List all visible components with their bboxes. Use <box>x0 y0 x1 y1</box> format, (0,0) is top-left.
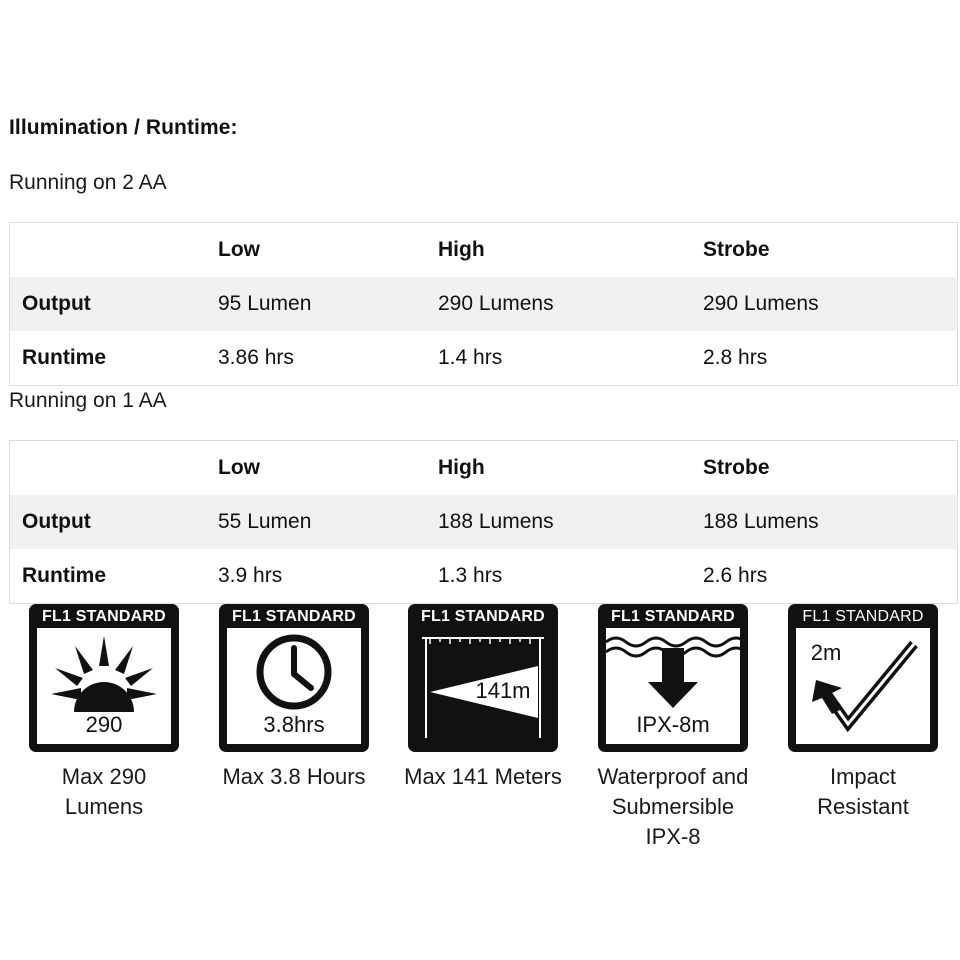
runtime-table-2aa <box>9 222 958 386</box>
table-cell: 3.86 hrs <box>218 346 294 369</box>
fl1-badge <box>29 604 179 752</box>
table-cell: 1.3 hrs <box>438 564 503 587</box>
table-cell: 188 Lumens <box>703 495 958 549</box>
fl1-badge <box>598 604 748 752</box>
table-header-cell: High <box>438 456 485 479</box>
badge-title: FL1 STANDARD <box>42 608 166 625</box>
row-label: Output <box>10 277 219 331</box>
caption-line: Submersible <box>611 794 735 819</box>
icon-caption <box>9 762 199 822</box>
table-cell: 2.8 hrs <box>703 346 768 369</box>
badge-title: FL1 STANDARD <box>611 608 735 625</box>
badge-value: 3.8hrs <box>263 712 325 737</box>
icon-caption <box>388 762 578 792</box>
fl1-badge <box>788 604 938 752</box>
runtime-table-1aa <box>9 440 958 604</box>
table-cell: 290 Lumens <box>438 277 703 331</box>
badge-value: 141m <box>475 678 531 703</box>
table-cell: 55 Lumen <box>218 495 438 549</box>
row-label: Runtime <box>22 346 106 369</box>
fl1-badge <box>408 604 558 752</box>
table-row <box>10 549 958 604</box>
beam-distance-card <box>388 604 578 792</box>
row-label: Output <box>10 495 219 549</box>
caption-line: Max 290 <box>61 764 147 789</box>
runtime-card <box>199 604 389 792</box>
caption-line: Max 141 Meters <box>404 764 562 789</box>
caption-line: Lumens <box>64 794 144 819</box>
table-cell: 95 Lumen <box>218 277 438 331</box>
badge-panel <box>606 628 740 744</box>
fl1-badge <box>219 604 369 752</box>
heading: Illumination / Runtime: <box>9 116 238 139</box>
table-header-cell: Low <box>218 238 260 261</box>
section-label: Running on 2 AA <box>9 171 167 194</box>
badge-panel <box>37 628 171 744</box>
icon-caption <box>578 762 768 852</box>
table-cell: 1.4 hrs <box>438 346 503 369</box>
badge-panel <box>227 628 361 744</box>
badge-value: 290 <box>85 712 123 737</box>
table-header-cell <box>10 441 219 496</box>
table-cell: 3.9 hrs <box>218 564 283 587</box>
light-output-card <box>9 604 199 822</box>
table-cell: 2.6 hrs <box>703 564 768 587</box>
impact-card <box>768 604 958 822</box>
table-cell: 188 Lumens <box>438 495 703 549</box>
icon-caption <box>768 762 958 822</box>
table-header-cell: Strobe <box>703 238 770 261</box>
fl1-icon-row <box>0 604 960 864</box>
badge-value: 2m <box>810 640 842 665</box>
badge-title: FL1 STANDARD <box>802 608 924 625</box>
caption-line: IPX-8 <box>645 824 701 849</box>
caption-line: Max 3.8 Hours <box>222 764 366 789</box>
table-cell: 290 Lumens <box>703 277 958 331</box>
caption-line: Waterproof and <box>597 764 749 789</box>
table-row <box>10 331 958 386</box>
badge-panel <box>796 628 930 744</box>
table-header-cell <box>10 223 219 278</box>
badge-title: FL1 STANDARD <box>232 608 356 625</box>
table-row <box>10 277 958 331</box>
table-header-row <box>10 223 958 278</box>
table-header-cell: Strobe <box>703 456 770 479</box>
table-header-row <box>10 441 958 496</box>
table-header-cell: Low <box>218 456 260 479</box>
section-label: Running on 1 AA <box>9 389 167 412</box>
table-header-cell: High <box>438 238 485 261</box>
row-label: Runtime <box>22 564 106 587</box>
badge-title: FL1 STANDARD <box>421 608 545 625</box>
table-row <box>10 495 958 549</box>
caption-line: Impact <box>829 764 897 789</box>
badge-panel <box>416 628 550 744</box>
icon-caption <box>199 762 389 792</box>
badge-value: IPX-8m <box>636 712 710 737</box>
caption-line: Resistant <box>817 794 909 819</box>
